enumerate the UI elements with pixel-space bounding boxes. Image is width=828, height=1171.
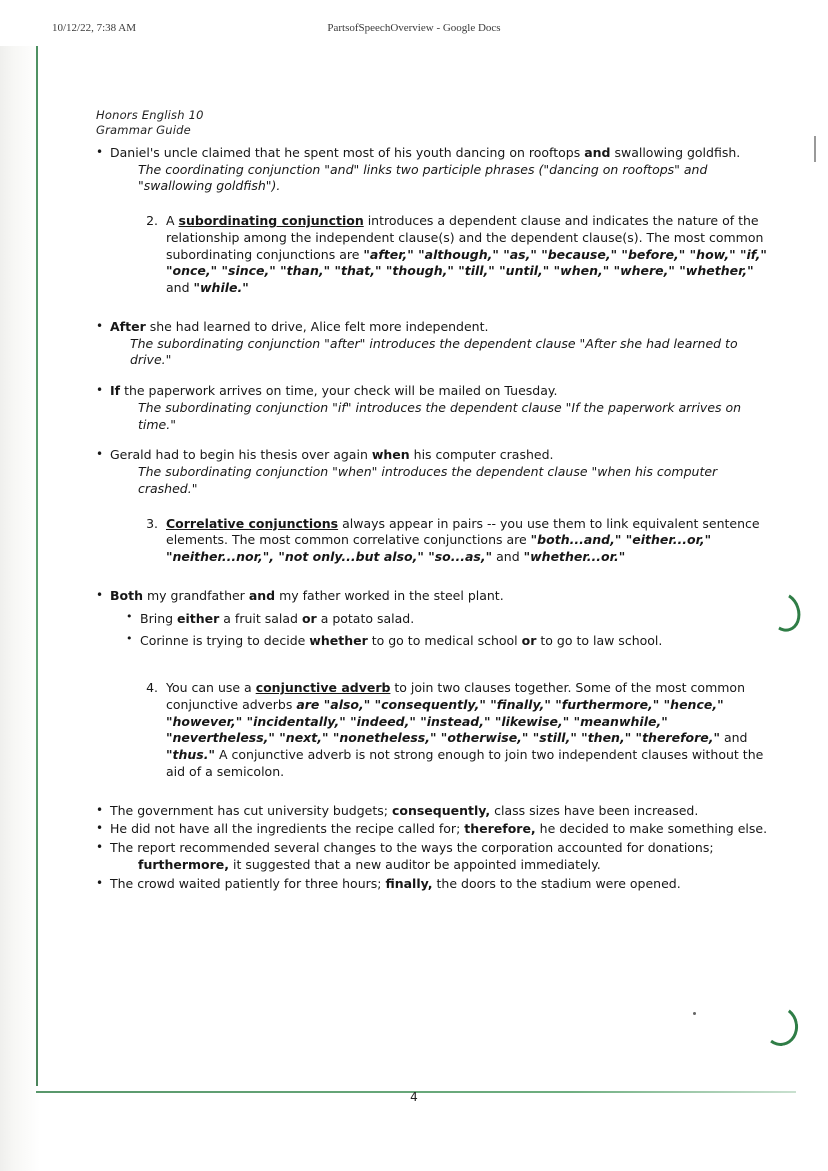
example-bold: whether <box>309 633 368 649</box>
course-heading: Honors English 10 <box>96 108 204 122</box>
item-tail-text: A conjunctive adverb is not strong enough to join two independent clauses without the aid of a semicolon. <box>166 747 764 779</box>
example-text: Bring <box>140 610 178 626</box>
example-item <box>96 383 768 433</box>
example-item <box>126 611 768 628</box>
item-lead-text: A <box>166 213 179 229</box>
example-bold: and <box>248 587 276 603</box>
example-bold: or <box>301 610 317 626</box>
example-bold: either <box>177 610 220 626</box>
example-item <box>96 821 768 838</box>
numbered-item-4 <box>138 680 768 781</box>
example-bold: If <box>110 383 121 399</box>
item-body-text: always appear in pairs -- you use them to link equivalent sentence elements. The most common correlative conjunctions are <box>166 515 760 548</box>
example-text: his computer crashed. <box>409 447 554 463</box>
page-edge-mark <box>814 136 816 162</box>
example-text: the paperwork arrives on time, your check will be mailed on Tuesday. <box>120 383 558 399</box>
item-body-text: introduces a dependent clause and indicates the nature of the relationship among the independent clause(s) and the dependent clause(s). The most common subordinating conjunctions are <box>166 213 764 262</box>
list-number: 3. <box>146 515 158 531</box>
document-body <box>96 108 768 892</box>
item-term: conjunctive adverb <box>255 680 391 696</box>
example-bold: therefore, <box>464 821 536 837</box>
item-lead-text: You can use a <box>166 680 256 696</box>
example-text: The crowd waited patiently for three hours; <box>110 875 386 891</box>
item-conjunction-joiner: and <box>492 549 524 565</box>
example-item <box>126 633 768 650</box>
example-text: Corinne is trying to decide <box>140 633 310 649</box>
example-text: my father worked in the steel plant. <box>275 587 504 603</box>
example-item <box>96 803 768 820</box>
example-text: The government has cut university budgets; <box>110 802 392 818</box>
example-explanation: The subordinating conjunction "if" introduces the dependent clause "If the paperwork arrives on time." <box>138 399 742 432</box>
item-conjunction-list: "both...and," "either...or," "neither...nor,", "not only...but also," "so...as," <box>166 532 712 565</box>
page-speck <box>693 1012 696 1015</box>
item-adverb-last: "thus." <box>166 747 215 763</box>
example-text: swallowing goldfish. <box>610 144 741 160</box>
print-header <box>0 22 828 38</box>
example-bold: when <box>371 447 410 463</box>
example-text: The report recommended several changes to the ways the corporation accounted for donations; <box>110 840 714 856</box>
print-timestamp: 10/12/22, 7:38 AM <box>52 22 137 34</box>
numbered-item-3 <box>138 516 768 566</box>
example-text: He did not have all the ingredients the recipe called for; <box>110 821 465 837</box>
example-text: to go to law school. <box>536 633 663 649</box>
binder-ring-icon <box>763 588 806 636</box>
sub-example-group <box>126 611 768 651</box>
example-bold: or <box>521 633 537 649</box>
example-bold: and <box>584 144 611 160</box>
list-number: 2. <box>146 213 158 229</box>
example-bold: Both <box>110 587 143 603</box>
item-adverb-list: are "also," "consequently," "finally," "furthermore," "hence," "however," "incidentally," "indeed," "instead," "likewise," "meanwhile," "nevertheless," "next," "nonetheless," "otherwise," "still," "then," "therefore," <box>166 696 724 746</box>
binder-ring-icon <box>759 1003 801 1049</box>
example-explanation: The coordinating conjunction "and" links two participle phrases ("dancing on rooftops" and "swallowing goldfish"). <box>138 161 708 194</box>
example-item <box>96 840 768 874</box>
example-item <box>96 319 768 369</box>
item-term: Correlative conjunctions <box>166 515 339 531</box>
item-conjunction-joiner: and <box>166 280 194 296</box>
page-number: 4 <box>410 1090 418 1104</box>
example-bold: finally, <box>385 875 433 891</box>
example-bold: After <box>110 318 146 334</box>
example-item <box>96 145 768 195</box>
example-bold: consequently, <box>391 802 491 818</box>
item-conjunction-list: "after," "although," "as," "because," "before," "how," "if," "once," "since," "than," "that," "though," "till," "until," "when," "where," "whether," <box>166 246 767 279</box>
print-document-title: PartsofSpeechOverview - Google Docs <box>327 22 501 34</box>
example-text: Gerald had to begin his thesis over again <box>110 447 372 463</box>
example-explanation: The subordinating conjunction "when" introduces the dependent clause "when his computer crashed." <box>138 464 718 496</box>
page-left-edge <box>36 46 38 1086</box>
example-text: my grandfather <box>143 587 249 603</box>
item-term: subordinating conjunction <box>178 213 364 229</box>
example-bold: furthermore, <box>138 856 230 872</box>
example-text: the doors to the stadium were opened. <box>432 875 681 891</box>
item-conjunction-last: "whether...or." <box>523 549 626 565</box>
example-text: class sizes have been increased. <box>490 802 699 818</box>
example-text: he decided to make something else. <box>535 821 768 837</box>
item-conjunction-joiner: and <box>720 730 748 746</box>
example-explanation: The subordinating conjunction "after" introduces the dependent clause "After she had learned to drive." <box>130 335 738 368</box>
numbered-item-2 <box>138 213 768 297</box>
list-number: 4. <box>146 680 158 696</box>
example-text: Daniel's uncle claimed that he spent most of his youth dancing on rooftops <box>110 144 585 160</box>
item-conjunction-last: "while." <box>193 280 249 296</box>
example-text: she had learned to drive, Alice felt more independent. <box>145 318 489 334</box>
example-text: a fruit salad <box>219 610 302 626</box>
example-item <box>96 447 768 497</box>
guide-subtitle: Grammar Guide <box>96 123 191 138</box>
example-text: it suggested that a new auditor be appointed immediately. <box>229 856 601 872</box>
example-item <box>96 588 768 605</box>
example-text: to go to medical school <box>367 633 522 649</box>
example-text: a potato salad. <box>316 610 415 626</box>
item-body-text: to join two clauses together. Some of the most common conjunctive adverbs <box>166 680 745 712</box>
example-item <box>96 876 768 893</box>
